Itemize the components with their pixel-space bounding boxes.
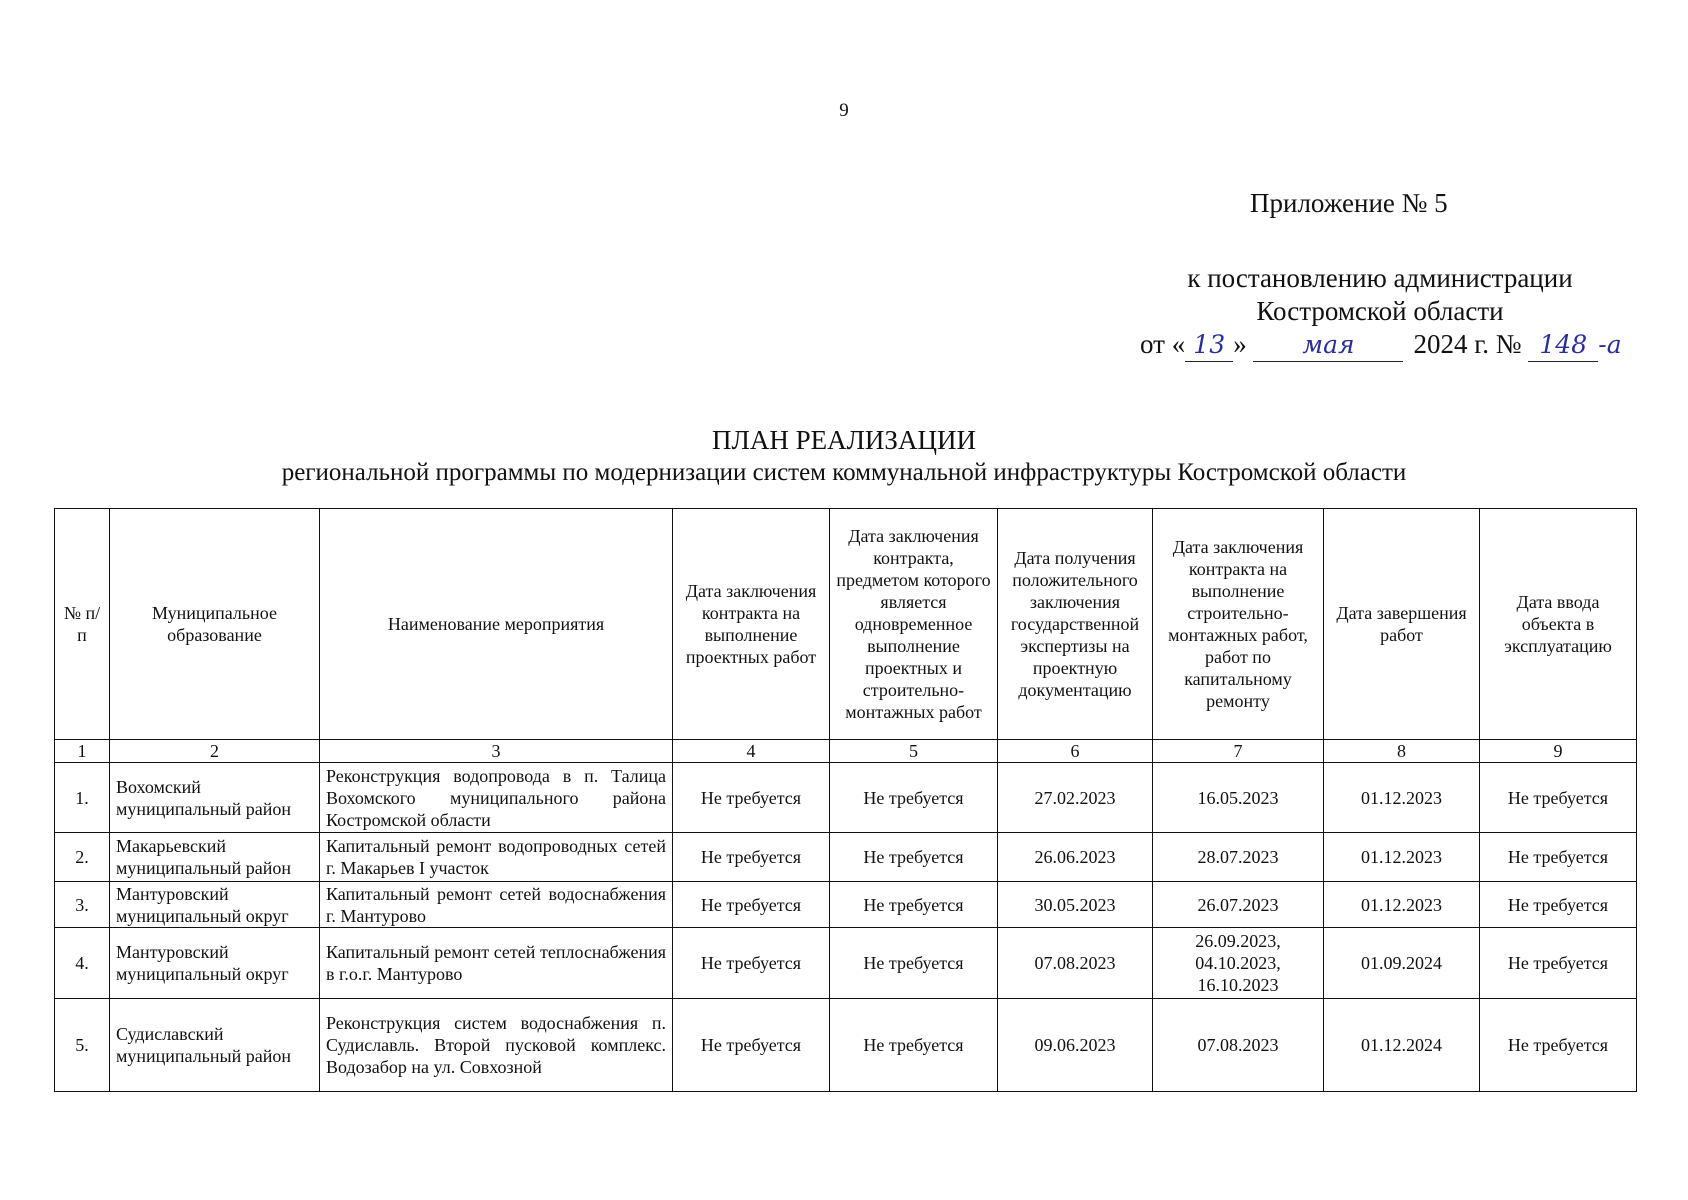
column-number: 5 xyxy=(830,740,998,763)
handwritten-number: 148 xyxy=(1539,330,1588,359)
commissioning-date-cell: Не требуется xyxy=(1480,928,1637,999)
construction-contract-date: 26.07.2023 xyxy=(1197,894,1279,915)
municipality-cell: Мантуровский муниципальный округ xyxy=(110,882,320,928)
completion-date-cell: 01.12.2023 xyxy=(1324,833,1480,882)
design-contract-cell: Не требуется xyxy=(673,833,830,882)
handwritten-day: 13 xyxy=(1193,330,1226,359)
completion-date-cell: 01.09.2024 xyxy=(1324,928,1480,999)
design-contract-cell: Не требуется xyxy=(673,928,830,999)
construction-contract-date: 26.09.2023, xyxy=(1195,931,1281,951)
event-cell: Реконструкция систем водоснабжения п. Судиславль. Второй пусковой комплекс. Водозабор на ул. Совхозной xyxy=(320,999,673,1092)
expertise-date-cell: 26.06.2023 xyxy=(998,833,1153,882)
row-number: 4. xyxy=(55,928,110,999)
table-row xyxy=(55,882,1637,928)
combined-contract-cell: Не требуется xyxy=(830,833,998,882)
construction-contract-date: 04.10.2023, xyxy=(1195,953,1281,973)
column-number: 9 xyxy=(1480,740,1637,763)
construction-contract-cell xyxy=(1153,763,1324,833)
resolution-block xyxy=(1140,262,1620,362)
construction-contract-cell xyxy=(1153,882,1324,928)
design-contract-cell: Не требуется xyxy=(673,882,830,928)
column-number-row xyxy=(55,740,1637,763)
resolution-line-1: к постановлению администрации xyxy=(1187,263,1573,293)
completion-date-cell: 01.12.2023 xyxy=(1324,763,1480,833)
header-cell-expertise-date: Дата получения положительного заключения государственной экспертизы на проектную документацию xyxy=(998,509,1153,740)
column-number: 7 xyxy=(1153,740,1324,763)
expertise-date-cell: 27.02.2023 xyxy=(998,763,1153,833)
date-prefix: от « xyxy=(1140,329,1186,359)
resolution-date-line xyxy=(1140,328,1620,362)
table-header-row xyxy=(55,509,1637,740)
column-number: 3 xyxy=(320,740,673,763)
construction-contract-date: 16.10.2023 xyxy=(1197,975,1279,995)
design-contract-cell: Не требуется xyxy=(673,763,830,833)
day-blank xyxy=(1185,328,1233,362)
construction-contract-date: 07.08.2023 xyxy=(1197,1035,1279,1055)
column-number: 2 xyxy=(110,740,320,763)
commissioning-date-cell: Не требуется xyxy=(1480,763,1637,833)
quote-close: » xyxy=(1233,329,1247,359)
expertise-date-cell: 30.05.2023 xyxy=(998,882,1153,928)
event-cell: Капитальный ремонт водопроводных сетей г. Макарьев I участок xyxy=(320,833,673,882)
construction-contract-cell xyxy=(1153,833,1324,882)
column-number: 1 xyxy=(55,740,110,763)
header-cell-commissioning-date: Дата ввода объекта в эксплуатацию xyxy=(1480,509,1637,740)
combined-contract-cell: Не требуется xyxy=(830,763,998,833)
construction-contract-date: 28.07.2023 xyxy=(1197,847,1279,867)
expertise-date-cell: 09.06.2023 xyxy=(998,999,1153,1092)
table-row xyxy=(55,999,1637,1092)
municipality-cell: Вохомский муниципальный район xyxy=(110,763,320,833)
row-number: 3. xyxy=(55,882,110,928)
row-number: 1. xyxy=(55,763,110,833)
event-cell: Реконструкция водопровода в п. Талица Вохомского муниципального района Костромской области xyxy=(320,763,673,833)
resolution-line-2: Костромской области xyxy=(1256,296,1504,326)
completion-date-cell: 01.12.2023 xyxy=(1324,882,1480,928)
commissioning-date-cell: Не требуется xyxy=(1480,833,1637,882)
construction-contract-cell xyxy=(1153,999,1324,1092)
table-row xyxy=(55,928,1637,999)
commissioning-date-cell: Не требуется xyxy=(1480,882,1637,928)
column-number: 6 xyxy=(998,740,1153,763)
implementation-plan-table xyxy=(54,508,1637,1092)
design-contract-cell: Не требуется xyxy=(673,999,830,1092)
document-title: ПЛАН РЕАЛИЗАЦИИ xyxy=(712,425,976,455)
construction-contract-cell xyxy=(1153,928,1324,999)
expertise-date-cell: 07.08.2023 xyxy=(998,928,1153,999)
completion-date-cell: 01.12.2024 xyxy=(1324,999,1480,1092)
commissioning-date-cell: Не требуется xyxy=(1480,999,1637,1092)
row-number: 2. xyxy=(55,833,110,882)
combined-contract-cell: Не требуется xyxy=(830,999,998,1092)
header-cell-design-contract: Дата заключения контракта на выполнение проектных работ xyxy=(673,509,830,740)
header-cell-number: № п/п xyxy=(55,509,110,740)
municipality-cell: Мантуровский муниципальный округ xyxy=(110,928,320,999)
combined-contract-cell: Не требуется xyxy=(830,928,998,999)
construction-contract-date: 16.05.2023 xyxy=(1197,787,1279,808)
handwritten-suffix: -а xyxy=(1598,330,1622,359)
column-number: 8 xyxy=(1324,740,1480,763)
number-blank xyxy=(1528,328,1598,362)
column-number: 4 xyxy=(673,740,830,763)
header-cell-completion-date: Дата завершения работ xyxy=(1324,509,1480,740)
combined-contract-cell: Не требуется xyxy=(830,882,998,928)
table-row xyxy=(55,763,1637,833)
document-subtitle: региональной программы по модернизации систем коммунальной инфраструктуры Костромской области xyxy=(281,459,1407,486)
municipality-cell: Макарьевский муниципальный район xyxy=(110,833,320,882)
handwritten-month: мая xyxy=(1302,330,1355,359)
header-cell-construction-contract: Дата заключения контракта на выполнение строительно-монтажных работ, работ по капитальному ремонту xyxy=(1153,509,1324,740)
page-number: 9 xyxy=(839,100,849,121)
appendix-title: Приложение № 5 xyxy=(1250,188,1448,218)
event-cell: Капитальный ремонт сетей теплоснабжения в г.о.г. Мантурово xyxy=(320,928,673,999)
row-number: 5. xyxy=(55,999,110,1092)
header-cell-combined-contract: Дата заключения контракта, предметом которого является одновременное выполнение проектных и строительно-монтажных работ xyxy=(830,509,998,740)
header-cell-event: Наименование мероприятия xyxy=(320,509,673,740)
header-cell-municipality: Муниципальное образование xyxy=(110,509,320,740)
year-text: 2024 г. № xyxy=(1413,329,1522,359)
table-row xyxy=(55,833,1637,882)
event-cell: Капитальный ремонт сетей водоснабжения г. Мантурово xyxy=(320,882,673,928)
municipality-cell: Судиславский муниципальный район xyxy=(110,999,320,1092)
month-blank xyxy=(1253,328,1403,362)
